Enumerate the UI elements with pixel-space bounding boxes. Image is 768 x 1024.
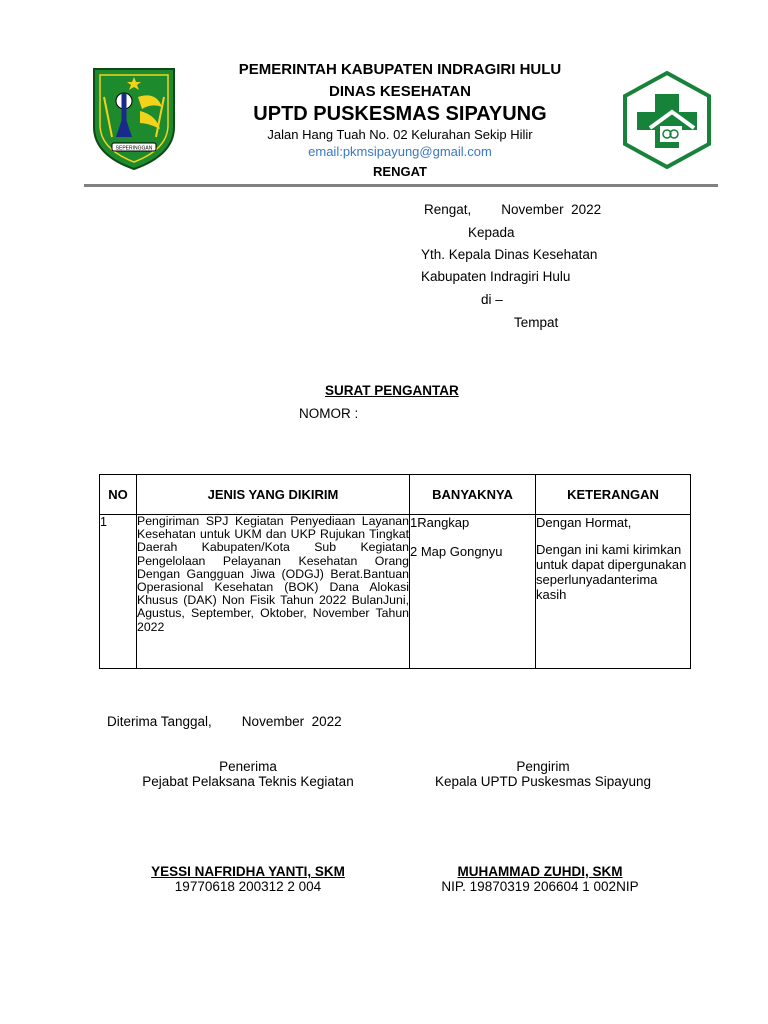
header-email: email:pkmsipayung@gmail.com	[308, 144, 492, 159]
ket-greeting: Dengan Hormat,	[536, 515, 632, 530]
letter-title: SURAT PENGANTAR	[325, 383, 459, 398]
col-header-no: NO	[100, 475, 137, 515]
table-header-row	[100, 475, 691, 515]
recipient-line1: Yth. Kepala Dinas Kesehatan	[421, 247, 598, 262]
col-header-keterangan: KETERANGAN	[536, 475, 691, 515]
table-row	[100, 515, 691, 669]
received-date: Diterima Tanggal, November 2022	[107, 714, 342, 729]
header-department: DINAS KESEHATAN	[329, 83, 471, 100]
header-government: PEMERINTAH KABUPATEN INDRAGIRI HULU	[238, 61, 562, 78]
place-date: Rengat, November 2022	[424, 202, 602, 217]
banyak-rangkap: 1Rangkap	[410, 515, 470, 530]
cell-jenis: Pengiriman SPJ Kegiatan Penyediaan Layanan Kesehatan untuk UKM dan UKP Rujukan Tingkat Daerah Kabupaten/Kota Sub Kegiatan Pengelolaan Pelayanan Kesehatan Orang Dengan Gangguan Jiwa (ODGJ) Berat.Bantuan Operasional Kesehatan (BOK) Dana Alokasi Khusus (DAK) Non Fisik Tahun 2022 BulanJuni, Agustus, September, Oktober, November Tahun 2022	[137, 515, 410, 669]
col-header-jenis: JENIS YANG DIKIRIM	[137, 475, 410, 515]
header-divider	[84, 184, 718, 187]
cell-no: 1	[100, 515, 137, 669]
left-signer-name: YESSI NAFRIDHA YANTI, SKM	[151, 864, 345, 879]
svg-text:SEPERINGGAN: SEPERINGGAN	[115, 145, 153, 152]
recipient-line2: Kabupaten Indragiri Hulu	[421, 269, 571, 284]
letter-number: NOMOR :	[299, 406, 359, 421]
right-signer-id: NIP. 19870319 206604 1 002NIP	[441, 879, 639, 894]
header-address: Jalan Hang Tuah No. 02 Kelurahan Sekip Hilir	[267, 127, 533, 142]
left-role1: Penerima	[219, 759, 277, 774]
left-signer-id: 19770618 200312 2 004	[174, 879, 322, 894]
header-city: RENGAT	[373, 164, 427, 179]
header-institution: UPTD PUSKESMAS SIPAYUNG	[253, 103, 547, 125]
items-table	[99, 474, 691, 669]
regency-crest-logo	[90, 67, 178, 171]
banyak-map: 2 Map Gongnyu	[410, 544, 503, 559]
cell-banyaknya	[410, 515, 536, 669]
right-role2: Kepala UPTD Puskesmas Sipayung	[434, 774, 652, 789]
puskesmas-cross-logo	[620, 70, 714, 170]
col-header-banyaknya: BANYAKNYA	[410, 475, 536, 515]
recipient-line4: Tempat	[514, 315, 559, 330]
cell-keterangan	[536, 515, 691, 669]
recipient-to: Kepada	[468, 225, 515, 240]
recipient-line3: di –	[481, 292, 503, 307]
right-signer-name: MUHAMMAD ZUHDI, SKM	[457, 864, 623, 879]
left-role2: Pejabat Pelaksana Teknis Kegiatan	[142, 774, 354, 789]
ket-body: Dengan ini kami kirimkan untuk dapat dipergunakan seperlunyadanterima kasih	[536, 542, 687, 602]
right-role1: Pengirim	[516, 759, 570, 774]
